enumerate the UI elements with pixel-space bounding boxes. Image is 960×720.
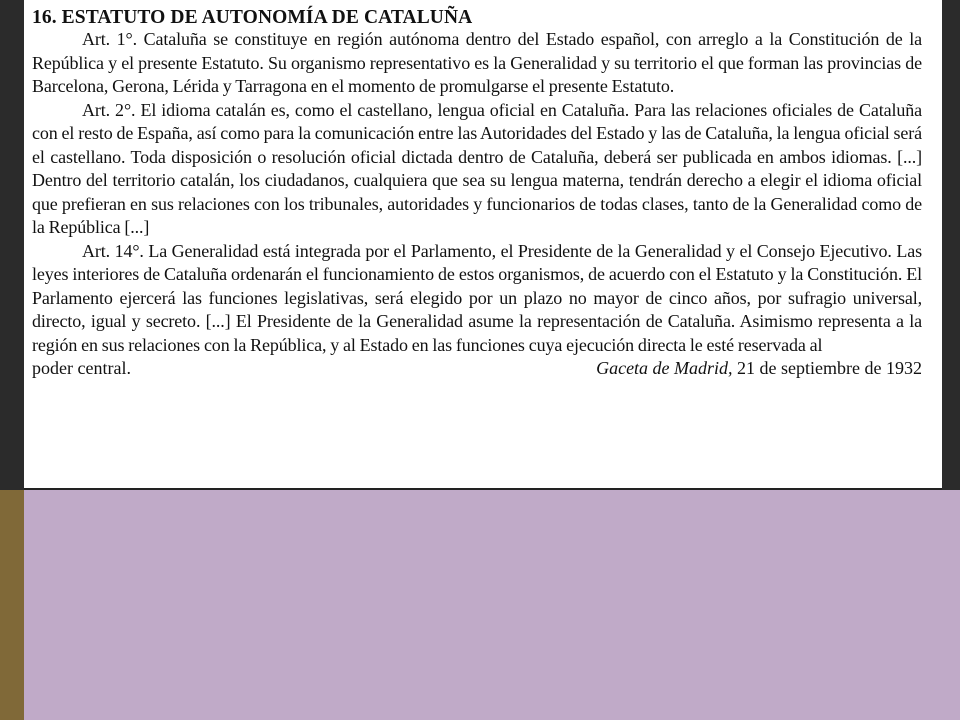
- article-14-paragraph: Art. 14°. La Generalidad está integrada por el Parlamento, el Presidente de la Generalidad y el Consejo Ejecutivo. Las leyes interiores de Cataluña ordenarán el funcionamiento de estos organismos, de acuerdo con el Estatuto y la Constitución. El Parlamento ejercerá las funciones legislativas, será elegido por un plazo no mayor de cinco años, por sufragio universal, directo, igual y secreto. [...] El Presidente de la Generalidad asume la representación de Cataluña. Asimismo representa a la región en sus relaciones con la República, y al Estado en las funciones cuya ejecución directa le esté reservada al: [32, 240, 922, 355]
- document-title: 16. ESTATUTO DE AUTONOMÍA DE CATALUÑA: [32, 7, 473, 28]
- final-line: [32, 357, 922, 381]
- right-dark-bar: [942, 0, 960, 490]
- article-1-paragraph: Art. 1°. Cataluña se constituye en región autónoma dentro del Estado español, con arreglo a la Constitución de la República y el presente Estatuto. Su organismo representativo es la Generalidad y su territorio el que forman las provincias de Barcelona, Gerona, Lérida y Tarragona en el momento de promulgarse el presente Estatuto.: [32, 29, 922, 96]
- left-accent-bar: [0, 490, 24, 720]
- article-2-paragraph: Art. 2°. El idioma catalán es, como el castellano, lengua oficial en Cataluña. Para las relaciones oficiales de Cataluña con el resto de España, así como para la comunicación entre las Autoridades del Estado y las de Cataluña, la lengua oficial será el castellano. Toda disposición o resolución oficial dictada dentro de Cataluña, deberá ser publicada en ambos idiomas. [...] Dentro del territorio catalán, los ciudadanos, cualquiera que sea su lengua materna, tendrán derecho a elegir el idioma oficial que prefieran en sus relaciones con los tribunales, autoridades y funcionarios de todas clases, tanto de la Generalidad como de la República [...]: [32, 99, 922, 237]
- source-title: Gaceta de Madrid,: [596, 358, 733, 378]
- document-page: [24, 0, 942, 490]
- final-line-text: poder central.: [32, 358, 131, 378]
- source-citation: [596, 357, 922, 381]
- source-date: 21 de septiembre de 1932: [732, 358, 922, 378]
